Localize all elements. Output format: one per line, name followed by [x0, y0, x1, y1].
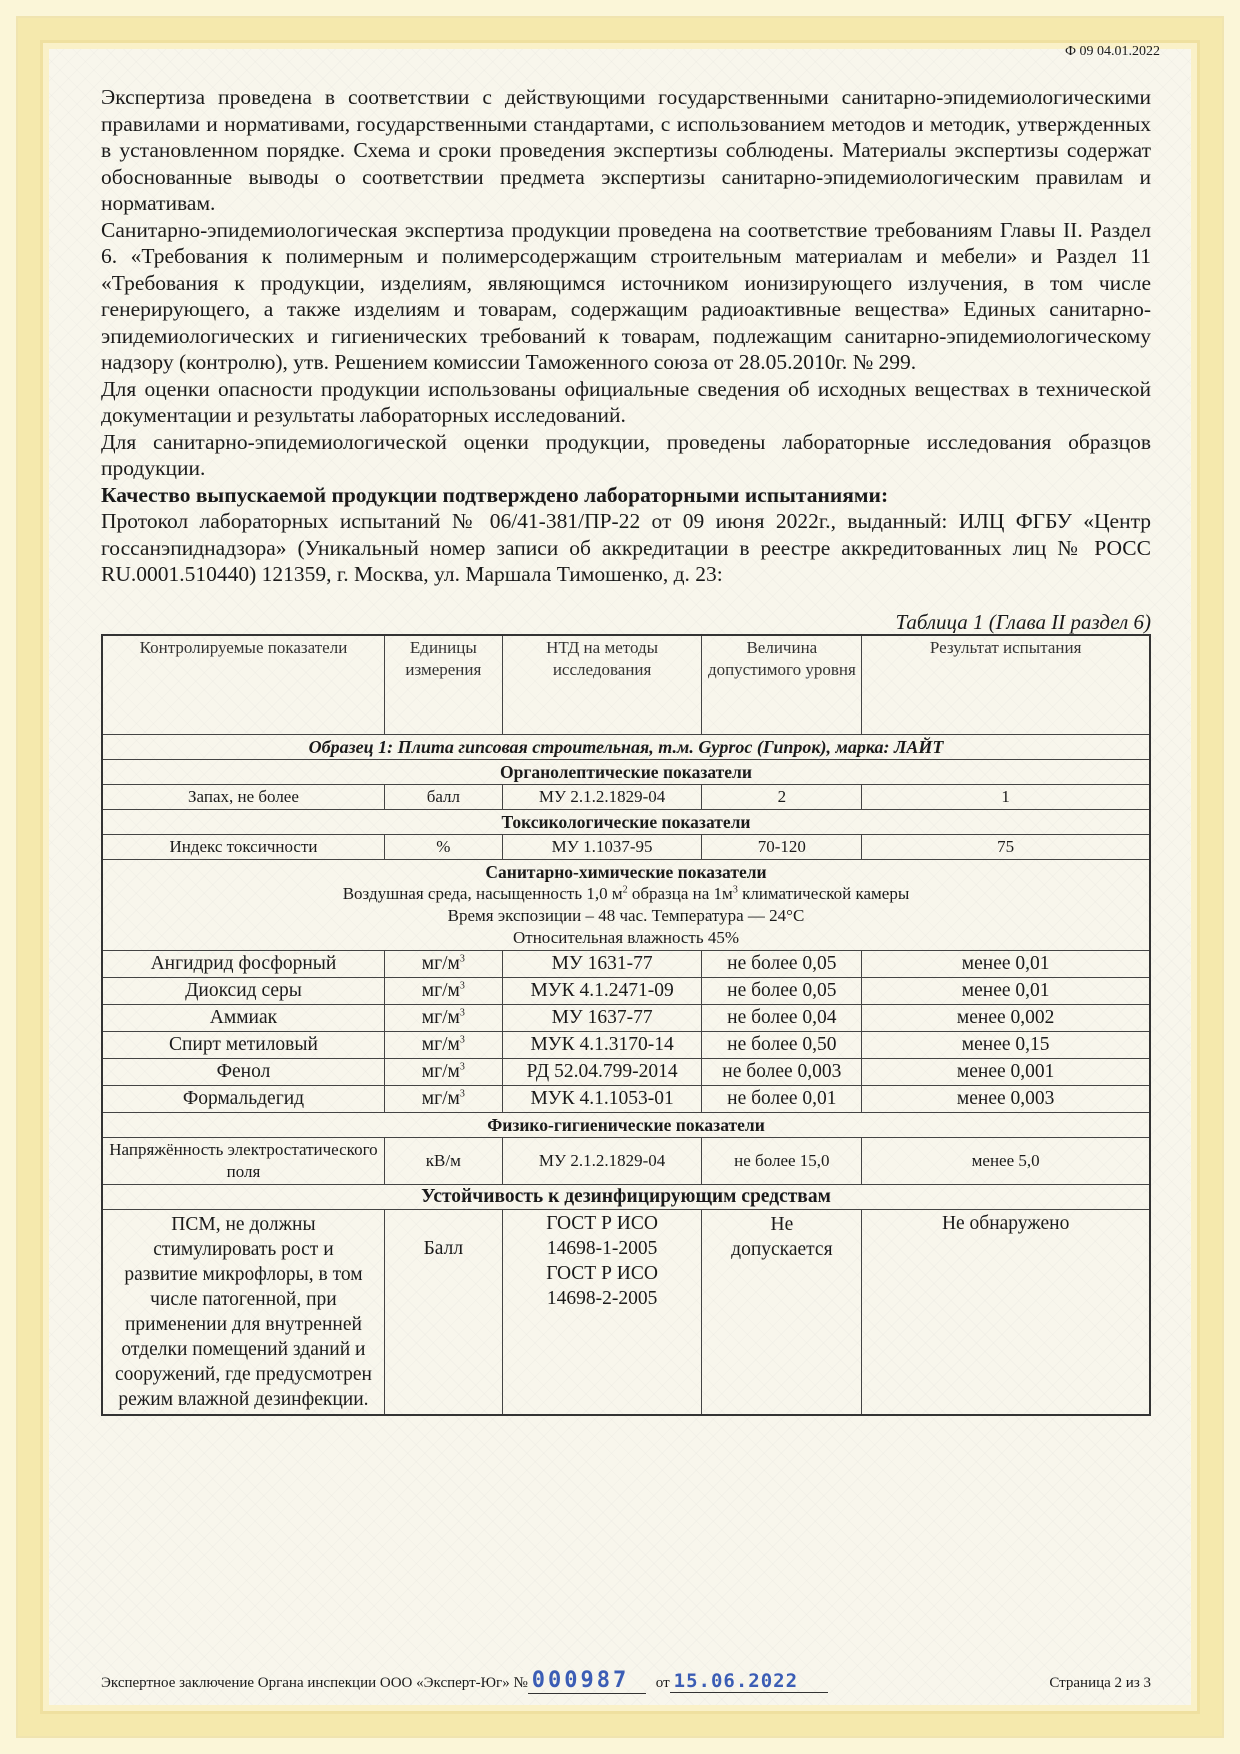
paragraph-lab-research: Для санитарно-эпидемиологической оценки продукции, проведены лабораторные исследования образцов продукции.	[101, 429, 1151, 480]
cell-indicator: Фенол	[102, 1058, 384, 1085]
cell-unit	[384, 1031, 502, 1058]
conclusion-date-stamp: 15.06.2022	[670, 1670, 828, 1693]
header-unit: Единицы измерения	[384, 635, 502, 735]
table-row	[102, 1004, 1150, 1031]
cell-method: МУ 2.1.2.1829-04	[502, 784, 702, 809]
cell-method: РД 52.04.799-2014	[502, 1058, 702, 1085]
cell-result: менее 0,002	[862, 1004, 1150, 1031]
cell-method: МУК 4.1.1053-01	[502, 1085, 702, 1112]
header-method: НТД на методы исследования	[502, 635, 702, 735]
sample-title: Образец 1: Плита гипсовая строительная, т.м. Gyproc (Гипрок), марка: ЛАЙТ	[102, 734, 1150, 759]
unit-text: мг/м	[421, 979, 460, 1001]
cell-method: МУК 4.1.3170-14	[502, 1031, 702, 1058]
cell-method: МУ 1.1037-95	[502, 834, 702, 859]
cond-text: Воздушная среда, насыщенность 1,0 м	[342, 883, 623, 903]
table-row	[102, 1085, 1150, 1112]
cell-indicator: Диоксид серы	[102, 977, 384, 1004]
cell-unit: балл	[384, 784, 502, 809]
paragraph-requirements: Санитарно-эпидемиологическая экспертиза продукции проведена на соответствие требованиям Главы II. Раздел 6. «Требования к полимерным и полимерсодержащим строительным материалам и мебели» и Раздел 11 «Требования к продукции, изделиям, являющимся источником ионизирующего излучения, в том числе генерирующего, а также изделиям и товарам, содержащим радиоактивные вещества» Единых санитарно-эпидемиологических и гигиенических требований к товарам, подлежащим санитарно-эпидемиологическому надзору (контролю), утв. Решением комиссии Таможенного союза от 28.05.2010г. № 299.	[101, 217, 1151, 374]
cell-indicator: Формальдегид	[102, 1085, 384, 1112]
unit-text: мг/м	[421, 1087, 460, 1109]
cell-indicator: Напряжённость электростатического поля	[102, 1137, 384, 1184]
cell-indicator: ПСМ, не должны стимулировать рост и развитие микрофлоры, в том числе патогенной, при применении для внутренней отделки помещений зданий и сооружений, где предусмотрен режим влажной дезинфекции.	[102, 1209, 384, 1415]
header-result: Результат испытания	[862, 635, 1150, 735]
cell-result: менее 0,003	[862, 1085, 1150, 1112]
cell-indicator: Спирт метиловый	[102, 1031, 384, 1058]
cell-limit: не более 0,01	[702, 1085, 862, 1112]
cell-result: Не обнаружено	[862, 1209, 1150, 1415]
unit-text: мг/м	[421, 952, 460, 974]
cell-method: МУ 1637-77	[502, 1004, 702, 1031]
unit-text: мг/м	[421, 1006, 460, 1028]
section-disinfectant: Устойчивость к дезинфицирующим средствам	[102, 1184, 1150, 1209]
test-conditions-air	[107, 883, 1145, 905]
cell-result: менее 0,001	[862, 1058, 1150, 1085]
section-toxicological: Токсикологические показатели	[102, 809, 1150, 834]
table-row	[102, 1058, 1150, 1085]
cell-unit: Балл	[384, 1209, 502, 1415]
results-table	[101, 634, 1151, 1416]
cell-limit: не более 0,05	[702, 950, 862, 977]
cell-limit: Не допускается	[702, 1209, 862, 1415]
cell-unit	[384, 1085, 502, 1112]
header-limit: Величина допустимого уровня	[702, 635, 862, 735]
cell-result: менее 0,15	[862, 1031, 1150, 1058]
unit-text: мг/м	[421, 1060, 460, 1082]
cell-result: 75	[862, 834, 1150, 859]
cell-method: МУ 1631-77	[502, 950, 702, 977]
sample-title-row	[102, 734, 1150, 759]
quality-heading: Качество выпускаемой продукции подтверждено лабораторными испытаниями:	[101, 482, 889, 507]
cell-limit: 2	[702, 784, 862, 809]
superscript: 3	[732, 883, 738, 895]
cell-limit: не более 0,50	[702, 1031, 862, 1058]
cell-indicator: Аммиак	[102, 1004, 384, 1031]
footer-date-prefix: от	[655, 1675, 670, 1691]
superscript: 3	[459, 1007, 465, 1018]
paragraph-hazard-assessment: Для оценки опасности продукции использованы официальные сведения об исходных веществах в технической документации и результаты лабораторных исследований.	[101, 376, 1151, 427]
cell-unit: %	[384, 834, 502, 859]
superscript: 3	[459, 1034, 465, 1045]
table-row	[102, 1031, 1150, 1058]
page-footer	[101, 1668, 1151, 1694]
form-code: Ф 09 04.01.2022	[1064, 44, 1160, 59]
section-disinfectant-row	[102, 1184, 1150, 1209]
cell-result: менее 5,0	[862, 1137, 1150, 1184]
superscript: 2	[622, 883, 628, 895]
table-row	[102, 950, 1150, 977]
cell-result: менее 0,01	[862, 950, 1150, 977]
test-conditions-time: Время экспозиции – 48 час. Температура — 24°С	[447, 905, 805, 925]
cell-unit	[384, 1058, 502, 1085]
section-toxicological-row	[102, 809, 1150, 834]
superscript: 3	[459, 953, 465, 964]
section-sanitary-chemical-row	[102, 859, 1150, 950]
cell-unit	[384, 1004, 502, 1031]
cell-indicator: Запах, не более	[102, 784, 384, 809]
section-physical-row	[102, 1112, 1150, 1137]
document-body	[101, 84, 1151, 1416]
conclusion-number-stamp: 000987	[528, 1668, 646, 1694]
table-header-row	[102, 635, 1150, 735]
page-number: Страница 2 из 3	[1049, 1675, 1151, 1691]
unit-text: мг/м	[421, 1033, 460, 1055]
method-2: ГОСТ Р ИСО 14698-2-2005	[546, 1262, 658, 1309]
table-row	[102, 784, 1150, 809]
table-row	[102, 977, 1150, 1004]
table-row	[102, 1137, 1150, 1184]
cell-result: 1	[862, 784, 1150, 809]
section-organoleptic: Органолептические показатели	[102, 759, 1150, 784]
protocol-text: Протокол лабораторных испытаний № 06/41-381/ПР-22 от 09 июня 2022г., выданный: ИЛЦ ФГБУ «Центр госсанэпиднадзора» (Уникальный номер записи об аккредитации в реестре аккредитованных лиц № РОСС RU.0001.510440) 121359, г. Москва, ул. Маршала Тимошенко, д. 23:	[101, 509, 1151, 586]
table-row	[102, 1209, 1150, 1415]
superscript: 3	[459, 1061, 465, 1072]
cell-method	[502, 1209, 702, 1415]
section-organoleptic-row	[102, 759, 1150, 784]
section-sanitary-chemical: Санитарно-химические показатели	[485, 861, 767, 882]
table-caption: Таблица 1 (Глава II раздел 6)	[895, 609, 1151, 634]
superscript: 3	[459, 1088, 465, 1099]
header-indicator: Контролируемые показатели	[102, 635, 384, 735]
paragraph-expertise: Экспертиза проведена в соответствии с действующими государственными санитарно-эпидемиологическими правилами и нормативами, государственными стандартами, с использованием методов и методик, утвержденных в установленном порядке. Схема и сроки проведения экспертизы соблюдены. Материалы экспертизы содержат обоснованные выводы о соответствии предмета экспертизы санитарно-эпидемиологическим правилам и нормативам.	[101, 85, 1151, 215]
section-physical-hygienic: Физико-гигиенические показатели	[102, 1112, 1150, 1137]
cell-limit: не более 0,003	[702, 1058, 862, 1085]
sanitary-chemical-block	[102, 859, 1150, 950]
cell-unit: кВ/м	[384, 1137, 502, 1184]
superscript: 3	[459, 980, 465, 991]
table-row	[102, 834, 1150, 859]
cond-text: образца на 1м	[627, 883, 733, 903]
cell-indicator: Индекс токсичности	[102, 834, 384, 859]
cell-method: МУ 2.1.2.1829-04	[502, 1137, 702, 1184]
cell-limit: не более 0,05	[702, 977, 862, 1004]
cell-limit: не более 15,0	[702, 1137, 862, 1184]
footer-text: Экспертное заключение Органа инспекции ООО «Эксперт-Юг» №	[101, 1675, 528, 1691]
cell-limit: не более 0,04	[702, 1004, 862, 1031]
cell-limit: 70-120	[702, 834, 862, 859]
cell-result: менее 0,01	[862, 977, 1150, 1004]
cell-unit	[384, 977, 502, 1004]
test-conditions-humidity: Относительная влажность 45%	[512, 927, 740, 947]
cell-method: МУК 4.1.2471-09	[502, 977, 702, 1004]
method-1: ГОСТ Р ИСО 14698-1-2005	[546, 1212, 658, 1259]
cell-indicator: Ангидрид фосфорный	[102, 950, 384, 977]
cond-text: климатической камеры	[737, 883, 910, 903]
cell-unit	[384, 950, 502, 977]
